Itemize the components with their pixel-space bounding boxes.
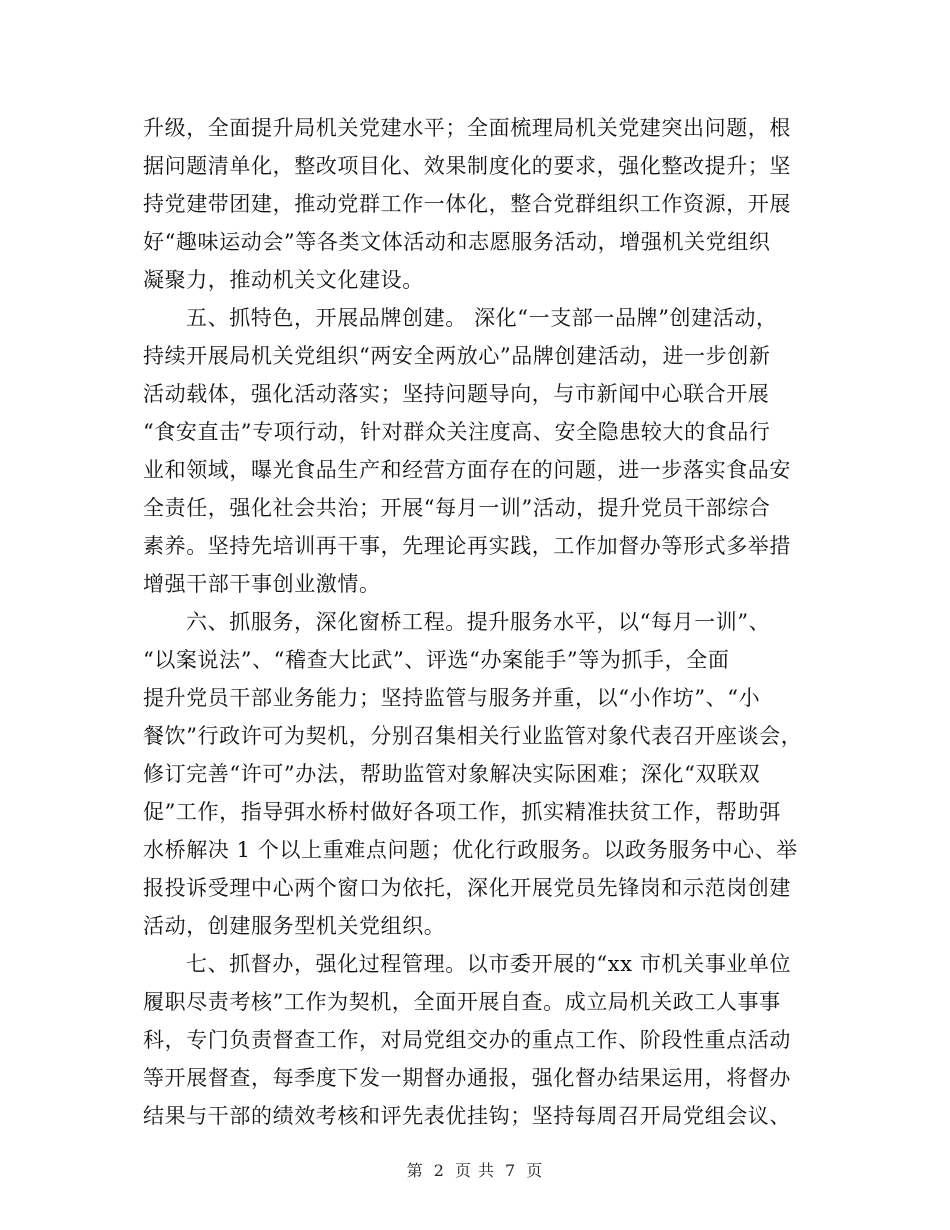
footer-total-pages: 7 bbox=[505, 1161, 517, 1180]
section-heading-5: 五、抓特色，开展品牌创建。 深化“一支部一品牌”创建活动， bbox=[186, 306, 778, 330]
text-line: 持续开展局机关党组织“两安全两放心”品牌创建活动，进一步创新 bbox=[143, 344, 771, 368]
text-line: 持党建带团建，推动党群工作一体化，整合党群组织工作资源，开展 bbox=[143, 192, 791, 216]
text-line: 等开展督查，每季度下发一期督办通报，强化督办结果运用，将督办 bbox=[143, 1066, 791, 1090]
text-line: 活动，创建服务型机关党组织。 bbox=[143, 914, 446, 938]
text-line: 报投诉受理中心两个窗口为依托，深化开展党员先锋岗和示范岗创建 bbox=[143, 876, 791, 900]
text-line: 履职尽责考核”工作为契机，全面开展自查。成立局机关政工人事事 bbox=[143, 990, 781, 1014]
text-line: 结果与干部的绩效考核和评先表优挂钩；坚持每周召开局党组会议、 bbox=[143, 1104, 791, 1128]
text-line: 科，专门负责督查工作，对局党组交办的重点工作、阶段性重点活动 bbox=[143, 1028, 791, 1052]
text-line: 增强干部干事创业激情。 bbox=[143, 572, 381, 596]
text-line: 素养。坚持先培训再干事，先理论再实践，工作加督办等形式多举措 bbox=[143, 534, 791, 558]
text-line: 据问题清单化，整改项目化、效果制度化的要求，强化整改提升；坚 bbox=[143, 154, 791, 178]
text-line: “食安直击”专项行动，针对群众关注度高、安全隐患较大的食品行 bbox=[143, 420, 771, 444]
text-line: 好“趣味运动会”等各类文体活动和志愿服务活动，增强机关党组织 bbox=[143, 230, 771, 254]
footer-page-number: 2 bbox=[433, 1161, 445, 1180]
section-heading-7: 七、抓督办，强化过程管理。以市委开展的“xx 市机关事业单位 bbox=[186, 952, 792, 976]
text-line: 全责任，强化社会共治；开展“每月一训”活动，提升党员干部综合 bbox=[143, 496, 771, 520]
text-line: 提升党员干部业务能力；坚持监管与服务并重，以“小作坊”、“小 bbox=[143, 686, 761, 710]
footer-suffix: 页 bbox=[526, 1161, 544, 1180]
text-line: 修订完善“许可”办法，帮助监管对象解决实际困难；深化“双联双 bbox=[143, 762, 761, 786]
text-line: 业和领域，曝光食品生产和经营方面存在的问题，进一步落实食品安 bbox=[143, 458, 791, 482]
text-line: 餐饮”行政许可为契机，分别召集相关行业监管对象代表召开座谈会， bbox=[143, 724, 803, 748]
text-line: 升级，全面提升局机关党建水平；全面梳理局机关党建突出问题，根 bbox=[143, 116, 791, 140]
footer-prefix: 第 bbox=[406, 1161, 424, 1180]
text-line: 水桥解决 1 个以上重难点问题；优化行政服务。以政务服务中心、举 bbox=[143, 838, 798, 862]
section-heading-6: 六、抓服务，深化窗桥工程。提升服务水平，以“每月一训”、 bbox=[186, 610, 771, 634]
text-line: 促”工作，指导弭水桥村做好各项工作，抓实精准扶贫工作，帮助弭 bbox=[143, 800, 781, 824]
text-line: 凝聚力，推动机关文化建设。 bbox=[143, 268, 424, 292]
page-footer bbox=[0, 1158, 950, 1181]
text-line: “以案说法”、“稽查大比武”、评选“办案能手”等为抓手，全面 bbox=[143, 648, 730, 672]
text-line: 活动载体，强化活动落实；坚持问题导向，与市新闻中心联合开展 bbox=[143, 382, 770, 406]
footer-middle: 页 共 bbox=[454, 1161, 496, 1180]
